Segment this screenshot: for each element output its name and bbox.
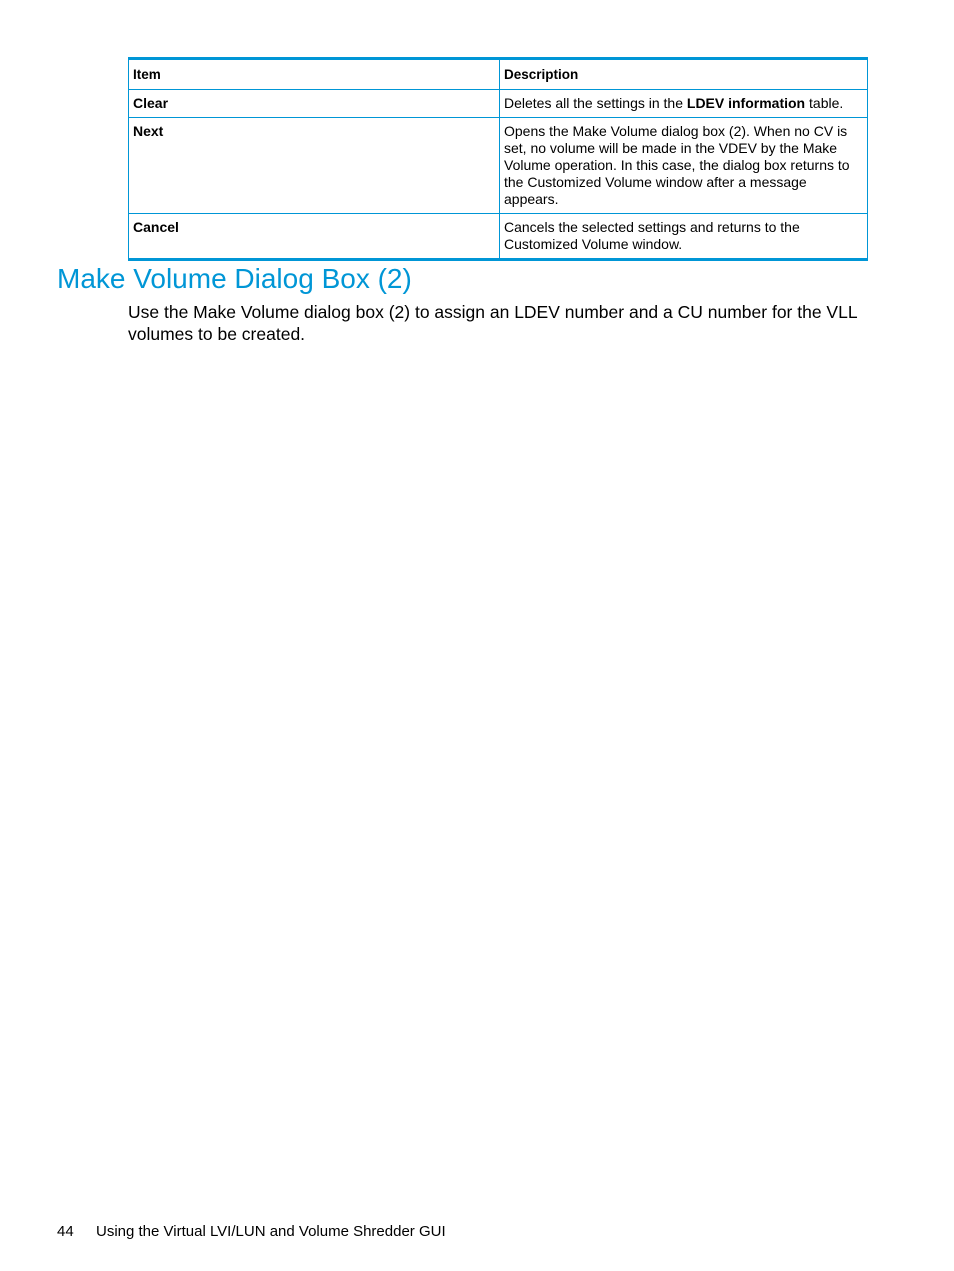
description-bold-term: LDEV information — [686, 95, 806, 111]
row-item-clear: Clear — [129, 90, 500, 118]
description-text: Deletes all the settings in the — [504, 95, 687, 111]
row-description-clear — [500, 90, 868, 118]
table-header-row — [129, 59, 868, 90]
table-row — [129, 118, 868, 214]
row-description-cancel: Cancels the selected settings and returns to the Customized Volume window. — [500, 214, 868, 260]
section-paragraph: Use the Make Volume dialog box (2) to assign an LDEV number and a CU number for the VLL volumes to be created. — [128, 302, 857, 344]
item-description-table — [128, 57, 868, 261]
section-heading: Make Volume Dialog Box (2) — [57, 263, 412, 294]
table-row — [129, 214, 868, 260]
footer-chapter-title: Using the Virtual LVI/LUN and Volume Shredder GUI — [96, 1223, 446, 1240]
row-description-next: Opens the Make Volume dialog box (2). When no CV is set, no volume will be made in the VDEV by the Make Volume operation. In this case, the dialog box returns to the Customized Volume window after a message appears. — [500, 118, 868, 214]
row-item-cancel: Cancel — [129, 214, 500, 260]
items-table — [128, 57, 868, 261]
page-number: 44 — [57, 1223, 74, 1240]
description-text: table. — [805, 95, 844, 111]
table-row — [129, 90, 868, 118]
row-item-next: Next — [129, 118, 500, 214]
column-header-item: Item — [129, 59, 500, 90]
column-header-description: Description — [500, 59, 868, 90]
page-footer — [57, 1222, 446, 1242]
